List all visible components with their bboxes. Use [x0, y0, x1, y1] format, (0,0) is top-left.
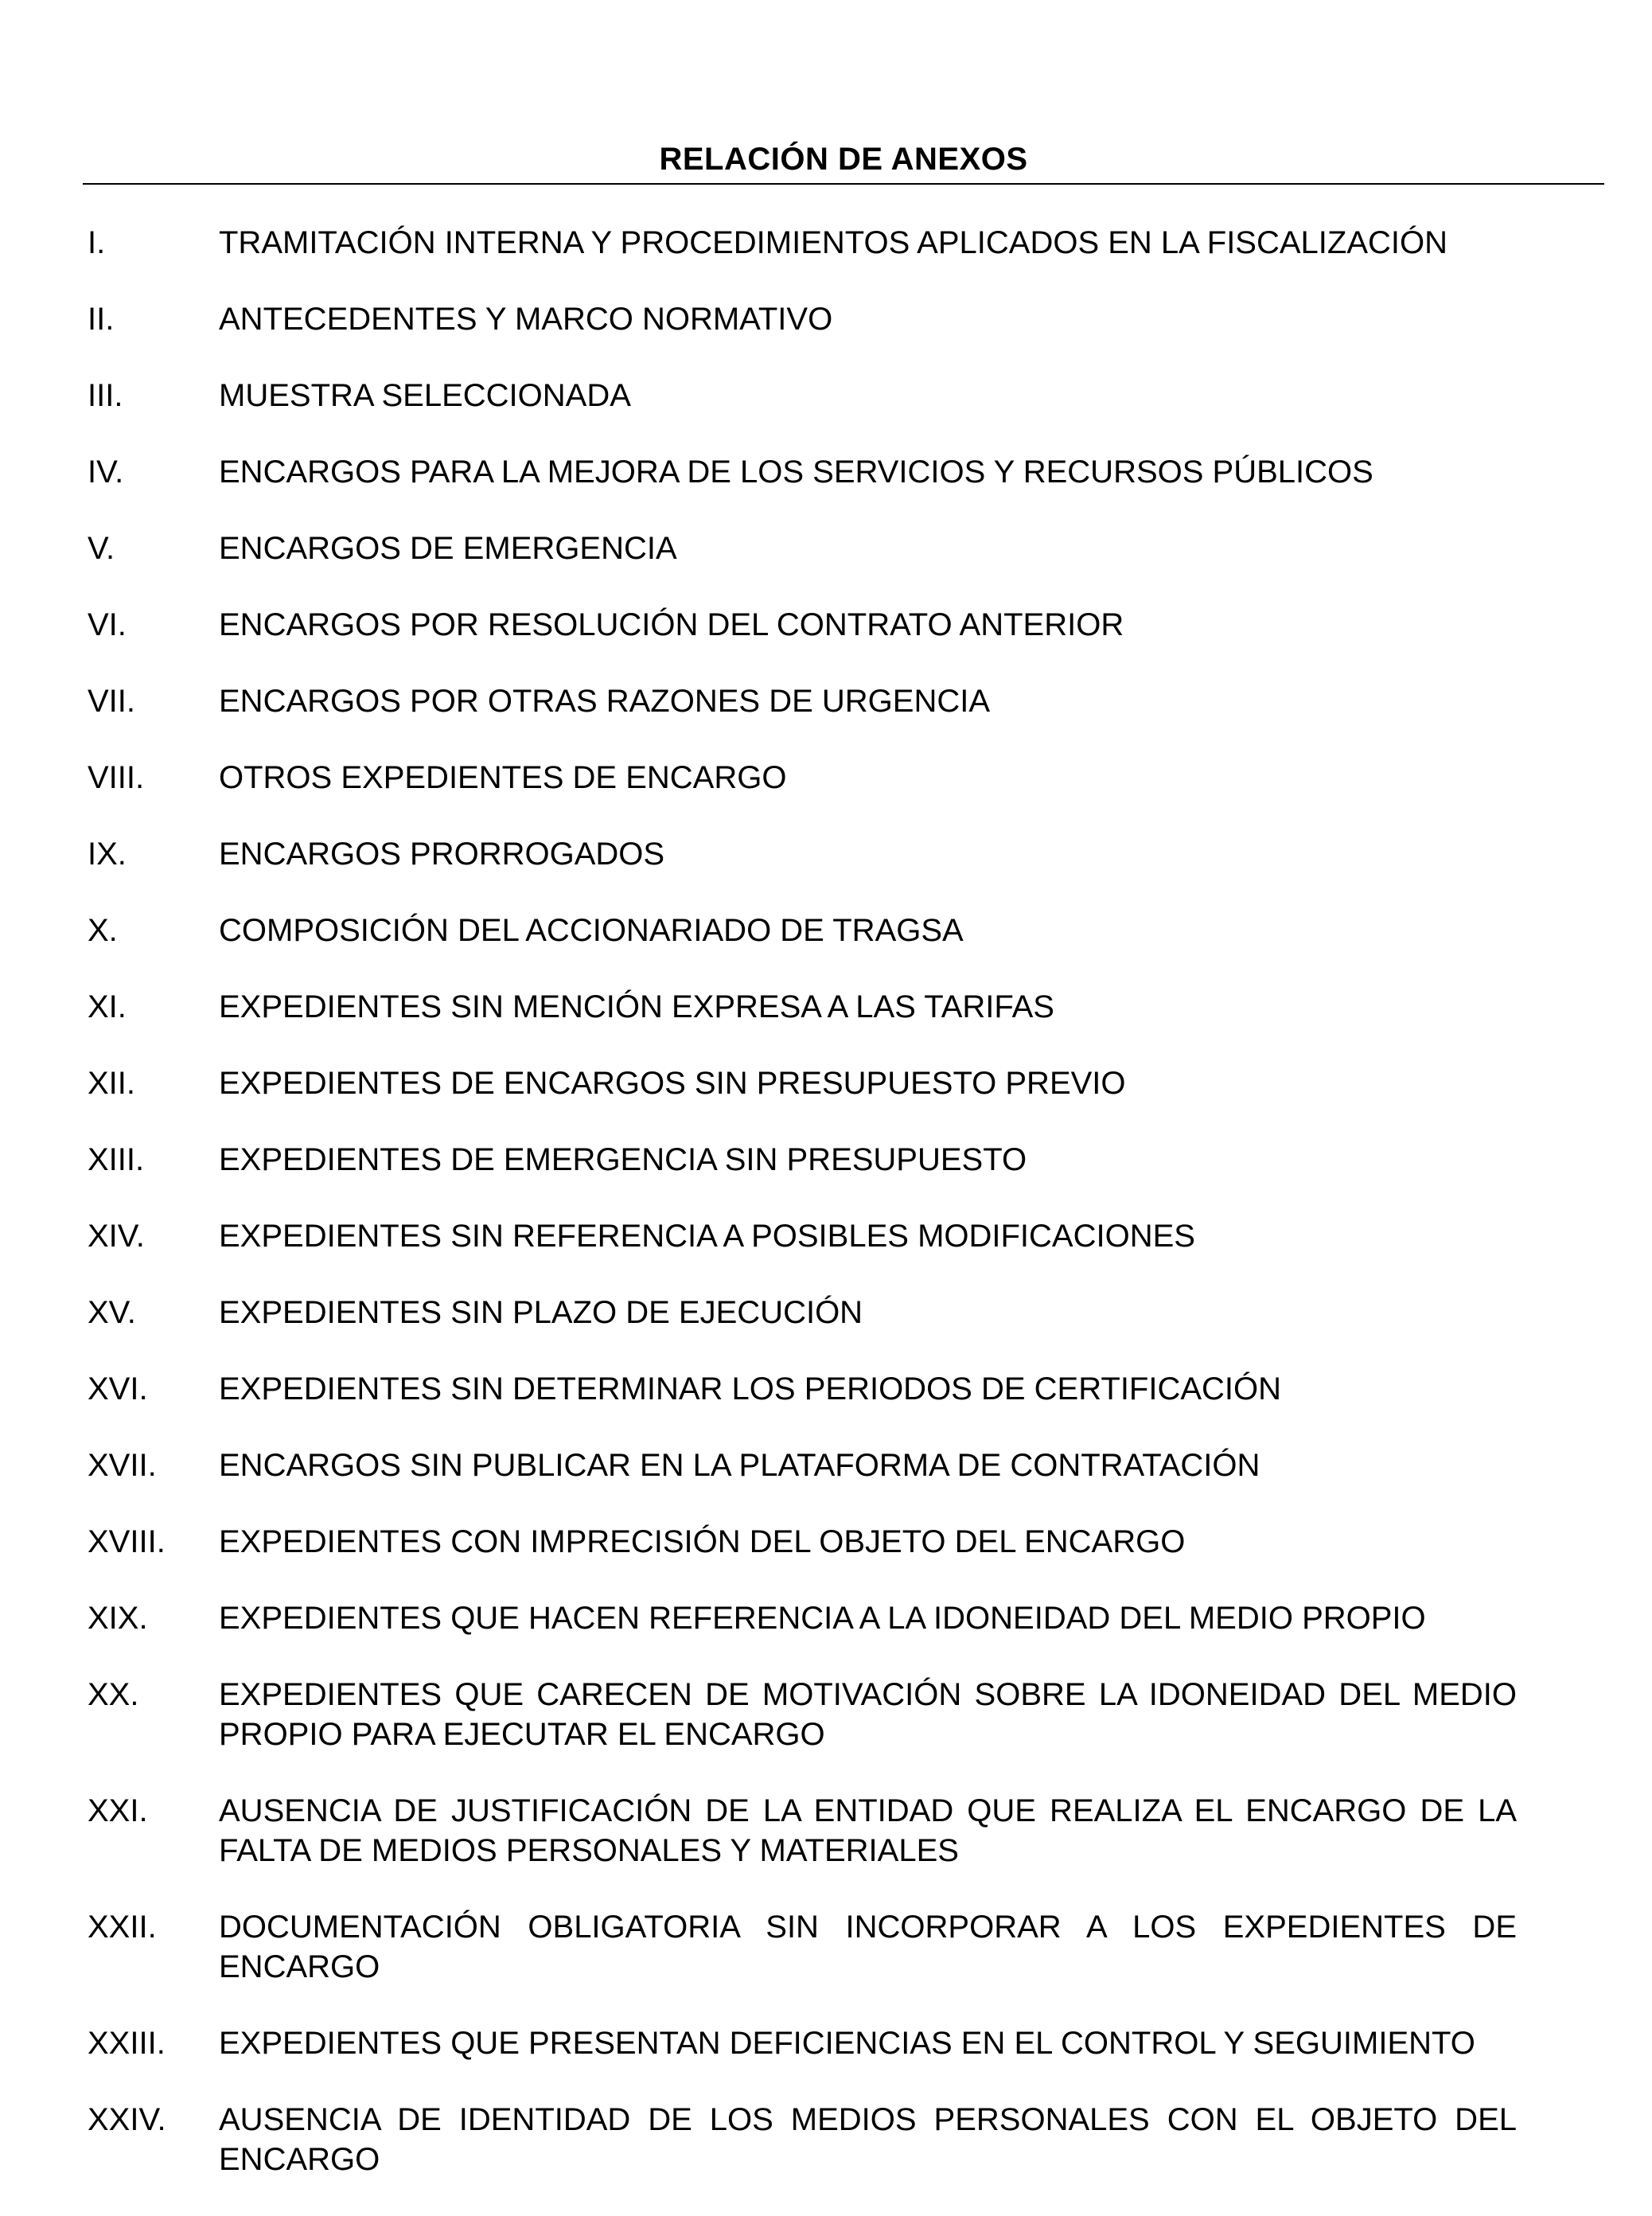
- annex-title: TRAMITACIÓN INTERNA Y PROCEDIMIENTOS APLICADOS EN LA FISCALIZACIÓN: [219, 225, 1448, 260]
- list-item: [88, 1216, 1517, 1256]
- list-item: [88, 1675, 1517, 1754]
- annex-title: AUSENCIA DE IDENTIDAD DE LOS MEDIOS PERSONALES CON EL OBJETO DEL ENCARGO: [219, 2102, 1517, 2177]
- annex-numeral: XXIV.: [88, 2102, 166, 2137]
- list-item: [88, 834, 1517, 874]
- list-item: [88, 223, 1517, 263]
- annex-title: EXPEDIENTES SIN PLAZO DE EJECUCIÓN: [219, 1295, 863, 1330]
- annex-numeral: XIV.: [88, 1219, 145, 1254]
- annex-numeral: XVI.: [88, 1371, 148, 1406]
- annex-numeral: VII.: [88, 684, 136, 719]
- title-divider: [83, 183, 1604, 185]
- annex-title: EXPEDIENTES QUE CARECEN DE MOTIVACIÓN SOBRE LA IDONEIDAD DEL MEDIO PROPIO PARA EJECUTAR EL ENCARGO: [219, 1677, 1517, 1752]
- annex-title: EXPEDIENTES QUE PRESENTAN DEFICIENCIAS EN EL CONTROL Y SEGUIMIENTO: [219, 2026, 1475, 2061]
- annex-title: EXPEDIENTES DE EMERGENCIA SIN PRESUPUESTO: [219, 1142, 1027, 1177]
- list-item: [88, 758, 1517, 798]
- annex-numeral: XX.: [88, 1677, 139, 1712]
- list-item: [88, 376, 1517, 416]
- list-item: [88, 911, 1517, 950]
- annex-numeral: II.: [88, 302, 115, 337]
- list-item: [88, 2023, 1517, 2063]
- annex-numeral: XVIII.: [88, 1524, 166, 1559]
- annex-title: AUSENCIA DE JUSTIFICACIÓN DE LA ENTIDAD QUE REALIZA EL ENCARGO DE LA FALTA DE MEDIOS PERSONALES Y MATERIALES: [219, 1793, 1517, 1868]
- annex-numeral: XI.: [88, 989, 127, 1024]
- annex-title: COMPOSICIÓN DEL ACCIONARIADO DE TRAGSA: [219, 913, 964, 948]
- annex-numeral: XII.: [88, 1066, 136, 1101]
- annex-title: ENCARGOS POR OTRAS RAZONES DE URGENCIA: [219, 684, 991, 719]
- annex-numeral: XXII.: [88, 1910, 157, 1945]
- annex-title: EXPEDIENTES SIN DETERMINAR LOS PERIODOS DE CERTIFICACIÓN: [219, 1371, 1282, 1406]
- list-item: [88, 987, 1517, 1027]
- list-item: [88, 1522, 1517, 1562]
- annex-numeral: XVII.: [88, 1448, 157, 1483]
- annex-numeral: VIII.: [88, 760, 145, 795]
- list-item: [88, 1293, 1517, 1332]
- page-title: RELACIÓN DE ANEXOS: [659, 142, 1028, 177]
- list-item: [88, 299, 1517, 339]
- annex-numeral: IX.: [88, 837, 127, 872]
- list-item: [88, 1445, 1517, 1485]
- annex-title: ANTECEDENTES Y MARCO NORMATIVO: [219, 302, 833, 337]
- annex-title: EXPEDIENTES QUE HACEN REFERENCIA A LA IDONEIDAD DEL MEDIO PROPIO: [219, 1601, 1426, 1636]
- annex-numeral: XXIII.: [88, 2026, 166, 2061]
- annex-numeral: X.: [88, 913, 118, 948]
- list-item: [88, 681, 1517, 721]
- annex-title: DOCUMENTACIÓN OBLIGATORIA SIN INCORPORAR A LOS EXPEDIENTES DE ENCARGO: [219, 1910, 1517, 1984]
- annex-title: MUESTRA SELECCIONADA: [219, 378, 631, 413]
- annex-numeral: III.: [88, 378, 123, 413]
- annex-title: ENCARGOS SIN PUBLICAR EN LA PLATAFORMA DE CONTRATACIÓN: [219, 1448, 1260, 1483]
- annex-title: EXPEDIENTES CON IMPRECISIÓN DEL OBJETO DEL ENCARGO: [219, 1524, 1186, 1559]
- list-item: [88, 452, 1517, 492]
- list-item: [88, 1907, 1517, 1987]
- list-item: [88, 529, 1517, 568]
- annex-numeral: I.: [88, 225, 106, 260]
- annex-numeral: IV.: [88, 455, 124, 490]
- annex-title: ENCARGOS PRORROGADOS: [219, 837, 665, 872]
- list-item: [88, 1791, 1517, 1871]
- list-item: [88, 1140, 1517, 1180]
- annex-numeral: XIX.: [88, 1601, 148, 1636]
- annex-list: [88, 223, 1517, 2216]
- annex-numeral: V.: [88, 531, 115, 566]
- annex-title: EXPEDIENTES SIN MENCIÓN EXPRESA A LAS TARIFAS: [219, 989, 1054, 1024]
- annex-title: ENCARGOS PARA LA MEJORA DE LOS SERVICIOS Y RECURSOS PÚBLICOS: [219, 455, 1373, 490]
- annex-numeral: XV.: [88, 1295, 136, 1330]
- list-item: [88, 605, 1517, 645]
- list-item: [88, 1063, 1517, 1103]
- list-item: [88, 1598, 1517, 1638]
- annex-title: EXPEDIENTES DE ENCARGOS SIN PRESUPUESTO PREVIO: [219, 1066, 1126, 1101]
- annex-title: EXPEDIENTES SIN REFERENCIA A POSIBLES MODIFICACIONES: [219, 1219, 1195, 1254]
- annex-title: OTROS EXPEDIENTES DE ENCARGO: [219, 760, 787, 795]
- list-item: [88, 2100, 1517, 2179]
- annex-numeral: XIII.: [88, 1142, 145, 1177]
- annex-title: ENCARGOS DE EMERGENCIA: [219, 531, 677, 566]
- annex-numeral: VI.: [88, 607, 127, 642]
- list-item: [88, 1369, 1517, 1409]
- annex-title: ENCARGOS POR RESOLUCIÓN DEL CONTRATO ANTERIOR: [219, 607, 1124, 642]
- annex-numeral: XXI.: [88, 1793, 148, 1828]
